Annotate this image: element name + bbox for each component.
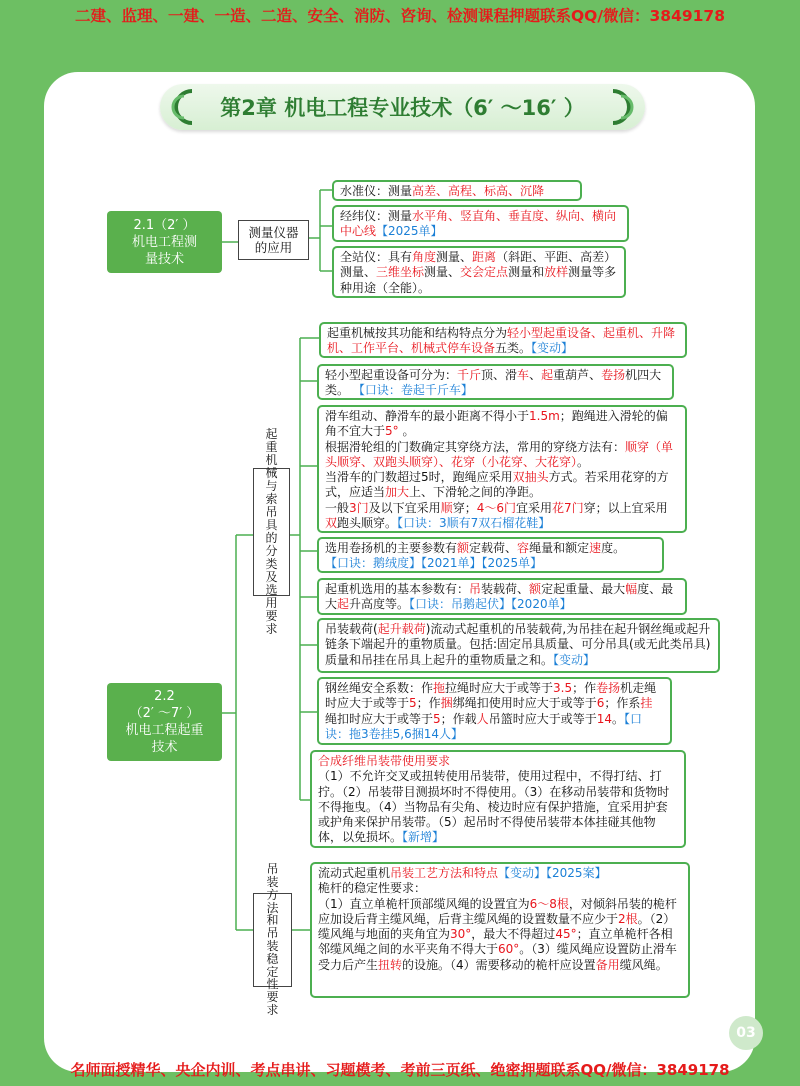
- category-hoisting-char: 求: [266, 1002, 279, 1017]
- b10-text-segment: 绑绳扣使用时应大于或等于: [452, 696, 597, 711]
- b2-text-segment: 经纬仪：测量: [340, 209, 413, 223]
- category-lifting-char: 械: [265, 466, 278, 480]
- b12-text-segment: ；直立单桅杆各相邻缆风绳之间的水平夹角不得大于: [318, 927, 673, 957]
- b6-text-segment: 上、下滑轮之间的净距。: [409, 485, 542, 500]
- chapter-title: 第2章 机电工程专业技术（6′ ～16′ ）: [220, 96, 585, 120]
- b12-text-segment: ，对倾斜吊装的桅杆应加设后背主缆风绳，后背主缆风绳的设置数量不应少于: [318, 896, 677, 926]
- b10-text-segment: ；作载: [440, 711, 477, 726]
- category-lifting-char: 选: [265, 583, 278, 597]
- b12-text-segment: 60°: [498, 942, 520, 957]
- b12-text-segment: 的设施。（4）需要移动的桅杆应设置: [402, 957, 596, 972]
- b3-text-segment: 测量、: [424, 265, 461, 280]
- category-lifting-char: 起: [265, 427, 278, 441]
- b6-text-segment: 根据滑轮组的门数确定其穿绕方法，常用的穿绕方法有：: [325, 439, 626, 454]
- b3-text-segment: 放样: [544, 265, 569, 280]
- note-lifting-machinery-classes: [319, 322, 687, 358]
- b10-text-segment: 拖: [433, 681, 446, 695]
- b6-text-segment: 花7门: [552, 500, 584, 515]
- b5-text-segment: 车: [517, 368, 530, 382]
- b6-text-segment: 。: [398, 424, 415, 439]
- category-hoisting-char: 法: [266, 900, 279, 915]
- b2-text-segment: 【2025单】: [376, 224, 443, 239]
- b12-text-segment: 。（3）缆风绳应设置防止滑车受力后产生: [318, 942, 677, 972]
- b10-text-segment: 人: [476, 711, 489, 726]
- b6-text-segment: 宜采用: [515, 500, 552, 515]
- b12-text-segment: 吊装工艺方法和特点: [390, 866, 499, 880]
- b8-text-segment: 吊: [469, 582, 482, 596]
- b5-text-segment: 机四大类。: [325, 368, 662, 398]
- b9-text-segment: 吊装载荷(: [325, 622, 378, 636]
- b5-text-segment: 重葫芦、: [553, 368, 602, 382]
- section-2-2: [107, 683, 222, 761]
- b10-text-segment: 挂: [640, 696, 653, 711]
- section-2-1-title-line1: 机电工程测: [131, 234, 197, 250]
- b6-text-segment: 5°: [385, 424, 399, 439]
- b12-text-segment: 桅杆的稳定性要求：: [318, 881, 427, 896]
- note-total-station: [332, 246, 626, 298]
- b8-text-segment: 升高度等。: [349, 597, 410, 612]
- b6-text-segment: ；跑绳进入滑轮的偏角不宜大于: [325, 409, 668, 439]
- category-hoisting-char: 定: [266, 964, 279, 979]
- category-hoisting-char: 装: [266, 939, 279, 953]
- b3-text-segment: 交会定点: [460, 265, 509, 280]
- b3-text-segment: 距离: [472, 250, 497, 264]
- b6-text-segment: 1.5m: [529, 409, 560, 423]
- category-hoisting-char: 性: [266, 977, 279, 992]
- category-lifting-char: 机: [265, 453, 278, 467]
- category-lifting-char: 重: [265, 440, 278, 454]
- section-2-2-title-line1: 机电工程起重: [125, 723, 204, 738]
- b7-text-segment: 绳量和额定: [529, 541, 590, 555]
- b10-text-segment: 绳扣时应大于或等于: [325, 711, 434, 726]
- category-lifting-char: 分: [265, 544, 278, 558]
- b4-text-segment: 【变动】: [531, 341, 574, 356]
- category-measuring-instruments: [238, 220, 309, 260]
- category-lifting-char: 吊: [265, 505, 278, 519]
- b10-text-segment: 3.5: [553, 681, 573, 695]
- b8-text-segment: 额: [529, 582, 542, 596]
- b10-text-segment: 吊篮时应大于或等于: [488, 711, 597, 726]
- category-hoisting-methods: [253, 862, 292, 1017]
- b10-text-segment: ；作系: [604, 696, 641, 711]
- b3-text-segment: 测量、: [436, 250, 473, 264]
- b9-text-segment: )流动式起重机的吊装载荷,为吊挂在起升钢丝绳或起升链条下端起升的重物质量。包括:固定吊具质量、可分吊具(或无此类吊具)质量和吊挂在吊具上起升的重物质量之和。: [325, 622, 711, 667]
- b6-text-segment: 。: [577, 454, 590, 469]
- b7-text-segment: 定载荷、: [469, 541, 518, 555]
- category-measuring-instruments-line2: 的应用: [254, 240, 293, 255]
- b5-text-segment: 、: [529, 368, 542, 382]
- b11-text-segment: 合成纤维吊装带使用要求: [318, 754, 451, 768]
- category-hoisting-char: 吊: [266, 862, 279, 877]
- b12-text-segment: 。（2）缆风绳与地面的夹角宜为: [318, 911, 676, 942]
- b3-text-segment: 三维坐标: [376, 265, 425, 280]
- b5-text-segment: 轻小型起重设备可分为：: [325, 368, 458, 382]
- b6-text-segment: 方式。若采用花穿的方式，应适当: [325, 470, 669, 500]
- b8-text-segment: 定起重量、最大: [541, 582, 626, 596]
- b7-text-segment: 速: [589, 541, 602, 555]
- b8-text-segment: 起: [337, 597, 350, 612]
- b8-text-segment: 度、最大: [325, 582, 674, 612]
- b12-text-segment: 流动式起重机: [318, 866, 391, 880]
- b12-text-segment: 备用: [595, 957, 620, 972]
- b7-text-segment: 额: [457, 541, 470, 555]
- b5-text-segment: 起: [541, 368, 554, 382]
- b12-text-segment: 【变动】【2025案】: [498, 866, 607, 880]
- b12-text-segment: 45°: [555, 927, 577, 942]
- b6-text-segment: 顺穿（单头顺穿、双跑头顺穿）、花穿（小花穿、大花穿）: [325, 439, 674, 469]
- b4-text-segment: 起重机械按其功能和结构特点分为: [327, 326, 508, 340]
- category-lifting-char: 及: [265, 570, 278, 584]
- b12-text-segment: 30°: [450, 927, 472, 942]
- note-synthetic-sling-requirements: [310, 750, 686, 848]
- category-hoisting-char: 和: [266, 913, 279, 928]
- section-2-1-number: 2.1（2′ ）: [133, 217, 196, 233]
- category-lifting-char: 的: [265, 531, 278, 545]
- b6-text-segment: 4～6门: [476, 500, 516, 515]
- b4-text-segment: 五类。: [495, 341, 532, 356]
- b6-text-segment: 3门: [349, 500, 369, 515]
- b12-text-segment: 缆风绳。: [619, 957, 668, 972]
- b10-text-segment: 钢丝绳安全系数：作: [325, 681, 434, 695]
- note-hoisting-process-and-mast-stability: [310, 862, 690, 998]
- category-measuring-instruments-line1: 测量仪器: [248, 224, 299, 240]
- b10-text-segment: ；作: [572, 681, 597, 695]
- top-contact-banner: 二建、监理、一建、一造、二造、安全、消防、咨询、检测课程押题联系QQ/微信：3849178: [74, 7, 725, 25]
- b10-text-segment: 拉绳时应大于或等于: [445, 681, 554, 695]
- note-winch-parameters: [317, 537, 664, 573]
- b2-text-segment: 水平角、竖直角、垂直度、纵向、横向中心线: [340, 209, 617, 239]
- category-hoisting-char: 吊: [266, 926, 279, 941]
- b3-text-segment: 角度: [412, 250, 437, 264]
- b9-text-segment: 【变动】: [553, 652, 596, 667]
- b10-text-segment: 5: [433, 711, 441, 726]
- category-lifting-char: 要: [265, 609, 278, 623]
- b10-text-segment: 14: [596, 711, 612, 726]
- b3-text-segment: 测量和: [508, 265, 545, 280]
- b6-text-segment: 双: [325, 516, 338, 531]
- b12-text-segment: 扭转: [378, 957, 403, 972]
- b3-text-segment: 全站仪：具有: [340, 250, 413, 264]
- section-2-2-title-line2: 技术: [151, 740, 178, 755]
- b10-text-segment: 5: [409, 696, 417, 711]
- b6-text-segment: 顺: [440, 500, 453, 515]
- b8-text-segment: 幅: [625, 582, 638, 596]
- note-pulley-block: [317, 405, 687, 533]
- b6-text-segment: 加大: [385, 485, 410, 500]
- b5-text-segment: 顶、滑: [481, 368, 518, 382]
- b3-text-segment: 测量等多种用途（全能）。: [340, 265, 617, 295]
- b12-text-segment: 6～8根: [529, 896, 569, 911]
- b4-text-segment: 轻小型起重设备、起重机、升降机、工作平台、机械式停车设备: [327, 326, 676, 356]
- b5-text-segment: 千斤: [457, 368, 482, 382]
- b9-text-segment: 起升载荷: [377, 622, 426, 636]
- b7-text-segment: 度。: [601, 541, 626, 555]
- bottom-contact-banner: 名师面授精华、央企内训、考点串讲、习题模考、考前三页纸、绝密押题联系QQ/微信：3849178: [70, 1061, 730, 1079]
- b6-text-segment: 穿；: [452, 500, 477, 515]
- b10-text-segment: 【口诀：拖3卷挂5,6捆14人】: [325, 711, 643, 741]
- b5-text-segment: 卷扬: [601, 368, 626, 382]
- b1-text-segment: 水准仪：测量: [340, 184, 413, 198]
- b10-text-segment: 卷扬: [596, 681, 621, 695]
- note-wire-rope-safety-factor: [317, 677, 672, 745]
- b11-text-segment: （1）不允许交叉或扭转使用吊装带，使用过程中，不得打结、打拧。（2）吊装带目测损坏时不得使用。（3）在移动吊装带和货物时不得拖曳。（4）当物品有尖角、棱边时应有保护措施，宜采用护套或护角来保护吊装带。（5）起吊时不得使吊装带本体挂碰其他物体，以免损坏。: [318, 769, 670, 845]
- category-lifting-char: 用: [265, 596, 278, 610]
- b10-text-segment: ；作: [416, 696, 441, 711]
- b12-text-segment: ，最大不得超过: [471, 927, 556, 942]
- page-number: 03: [729, 1016, 763, 1050]
- note-lifting-load: [317, 618, 720, 673]
- b10-text-segment: 机走绳时应大于或等于: [325, 681, 657, 711]
- note-theodolite: [332, 205, 629, 242]
- b6-text-segment: 【口诀：3顺有7双石榴花鞋】: [397, 516, 551, 531]
- b6-text-segment: 一般: [325, 500, 350, 515]
- b11-text-segment: 【新增】: [402, 830, 445, 845]
- b6-text-segment: 及以下宜采用: [368, 500, 441, 515]
- b10-text-segment: 。: [611, 711, 624, 726]
- b6-text-segment: 穿；以上宜采用: [583, 500, 668, 515]
- b7-text-segment: 选用卷扬机的主要参数有: [325, 541, 458, 555]
- note-level-instrument: [332, 180, 582, 201]
- b8-text-segment: 【口诀：吊鹅起伏】【2020单】: [409, 597, 572, 612]
- b10-text-segment: 6: [596, 696, 605, 711]
- b7-text-segment: 【口诀：鹅绒度】【2021单】【2025单】: [325, 556, 543, 571]
- b12-text-segment: （1）直立单桅杆顶部缆风绳的设置宜为: [318, 896, 530, 911]
- category-lifting-char: 具: [265, 518, 278, 532]
- category-hoisting-char: 要: [266, 990, 279, 1005]
- b6-text-segment: 跑头顺穿。: [337, 516, 398, 531]
- category-lifting-char: 类: [265, 557, 278, 571]
- category-hoisting-char: 稳: [266, 951, 279, 966]
- note-crane-selection-parameters: [317, 578, 687, 615]
- b1-text-segment: 高差、高程、标高、沉降: [412, 184, 545, 198]
- section-2-2-number: 2.2: [154, 689, 175, 704]
- b7-text-segment: 容: [517, 541, 530, 555]
- b8-text-segment: 装载荷、: [481, 582, 530, 596]
- category-hoisting-char: 装: [266, 875, 279, 890]
- section-2-1-title-line2: 量技术: [144, 251, 184, 267]
- b3-text-segment: （斜距、平距、高差）测量、: [340, 250, 617, 280]
- b6-text-segment: 双抽头: [512, 470, 549, 485]
- b6-text-segment: 滑车组动、静滑车的最小距离不得小于: [325, 409, 530, 423]
- category-lifting-char: 索: [265, 492, 278, 506]
- section-2-2-score: （2′ ～7′ ）: [129, 706, 200, 721]
- b8-text-segment: 起重机选用的基本参数有：: [325, 582, 470, 596]
- category-hoisting-char: 方: [266, 887, 279, 902]
- section-2-1: [107, 211, 222, 273]
- b6-text-segment: 当滑车的门数超过5时，跑绳应采用: [325, 470, 513, 485]
- b12-text-segment: 2根: [618, 911, 638, 926]
- category-lifting-char: 与: [265, 479, 278, 493]
- category-lifting-machinery: [253, 427, 290, 636]
- b10-text-segment: 捆: [440, 696, 453, 711]
- category-lifting-char: 求: [265, 622, 278, 636]
- note-light-lifting-equipment: [317, 364, 674, 400]
- b5-text-segment: 【口诀：卷起千斤车】: [352, 383, 473, 398]
